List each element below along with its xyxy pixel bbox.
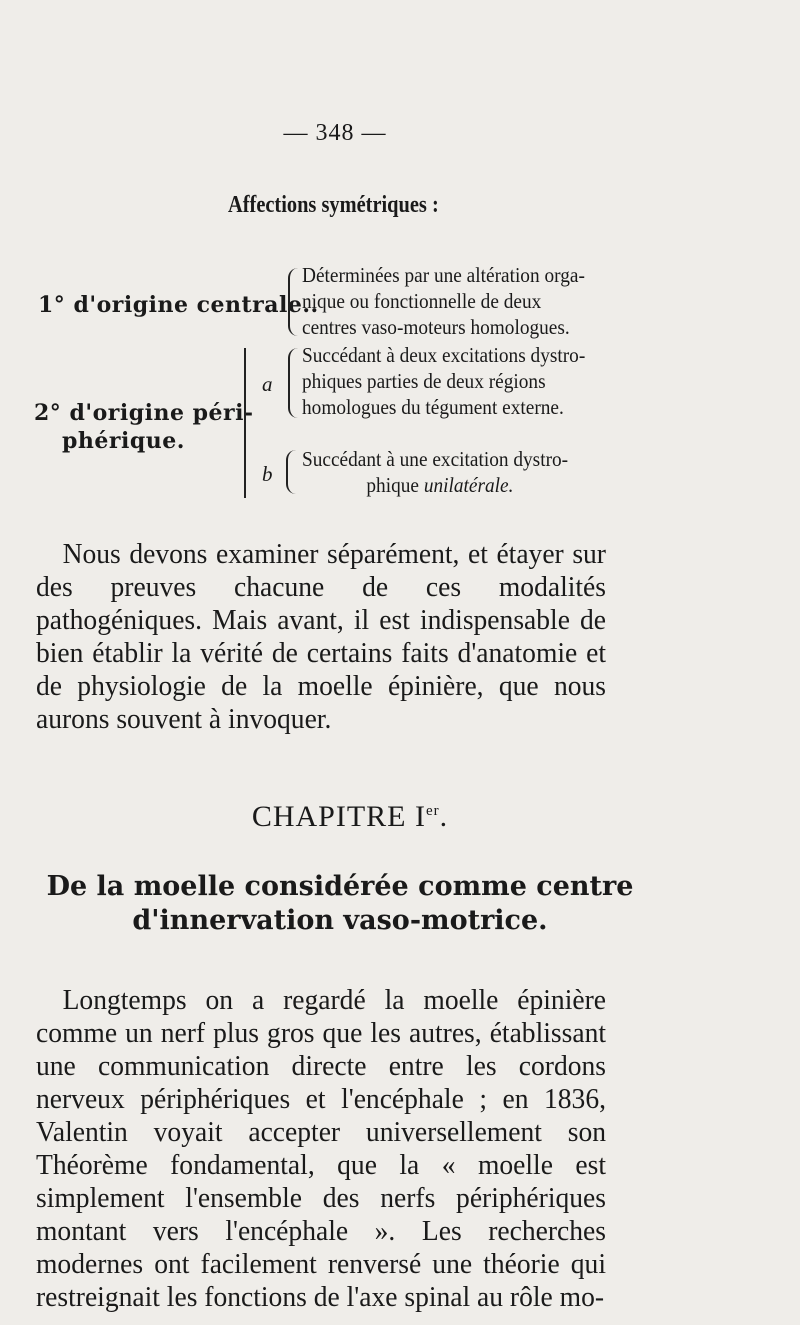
brace-central <box>288 268 300 336</box>
page-number: — 348 — <box>283 120 387 146</box>
chapter-subtitle: De la moelle considérée comme centre d'innervation vaso-motrice. <box>46 871 634 936</box>
class-central-label: 1° d'origine centrale.. <box>38 292 319 318</box>
sub-a-description: Succédant à deux excitations dystro- phiques parties de deux régions homologues du tégument externe. <box>302 343 586 419</box>
sub-a-letter: a <box>262 372 273 396</box>
sub-b-description: Succédant à une excitation dystro- phique unilatérale. <box>302 447 569 497</box>
chapter-heading: CHAPITRE Ier. <box>251 800 449 833</box>
body-paragraph: Longtemps on a regardé la moelle épinière comme un nerf plus gros que les autres, établissant une communication directe entre les cordons nerveux périphériques et l'encéphale ; en 1836, Valentin voyait accepter universellement son Théorème fondamental, que la « moelle est simplement l'ensemble des nerfs périphériques montant vers l'encéphale ». Les recherches modernes ont facilement renversé une théorie qui restreignait les fonctions de l'axe spinal au rôle mo- <box>36 984 607 1313</box>
class-peripheral-label-line1: 2° d'origine péri- <box>34 400 254 426</box>
intro-paragraph: Nous devons examiner séparément, et étayer sur des preuves chacune de ces modalités pathogéniques. Mais avant, il est indispensable de bien établir la vérité de certains faits d'anatomie et de physiologie de la moelle épinière, que nous aurons souvent à invoquer. <box>36 538 607 735</box>
brace-a <box>288 348 300 418</box>
brace-b <box>286 450 296 494</box>
section-title: Affections symétriques : <box>228 192 439 218</box>
class-central-description: Déterminées par une altération orga- nique ou fonctionnelle de deux centres vaso-moteurs homologues. <box>302 263 585 339</box>
class-peripheral-label-line2: phérique. <box>62 428 185 454</box>
brace-peripheral <box>244 348 246 498</box>
sub-b-letter: b <box>262 462 273 486</box>
